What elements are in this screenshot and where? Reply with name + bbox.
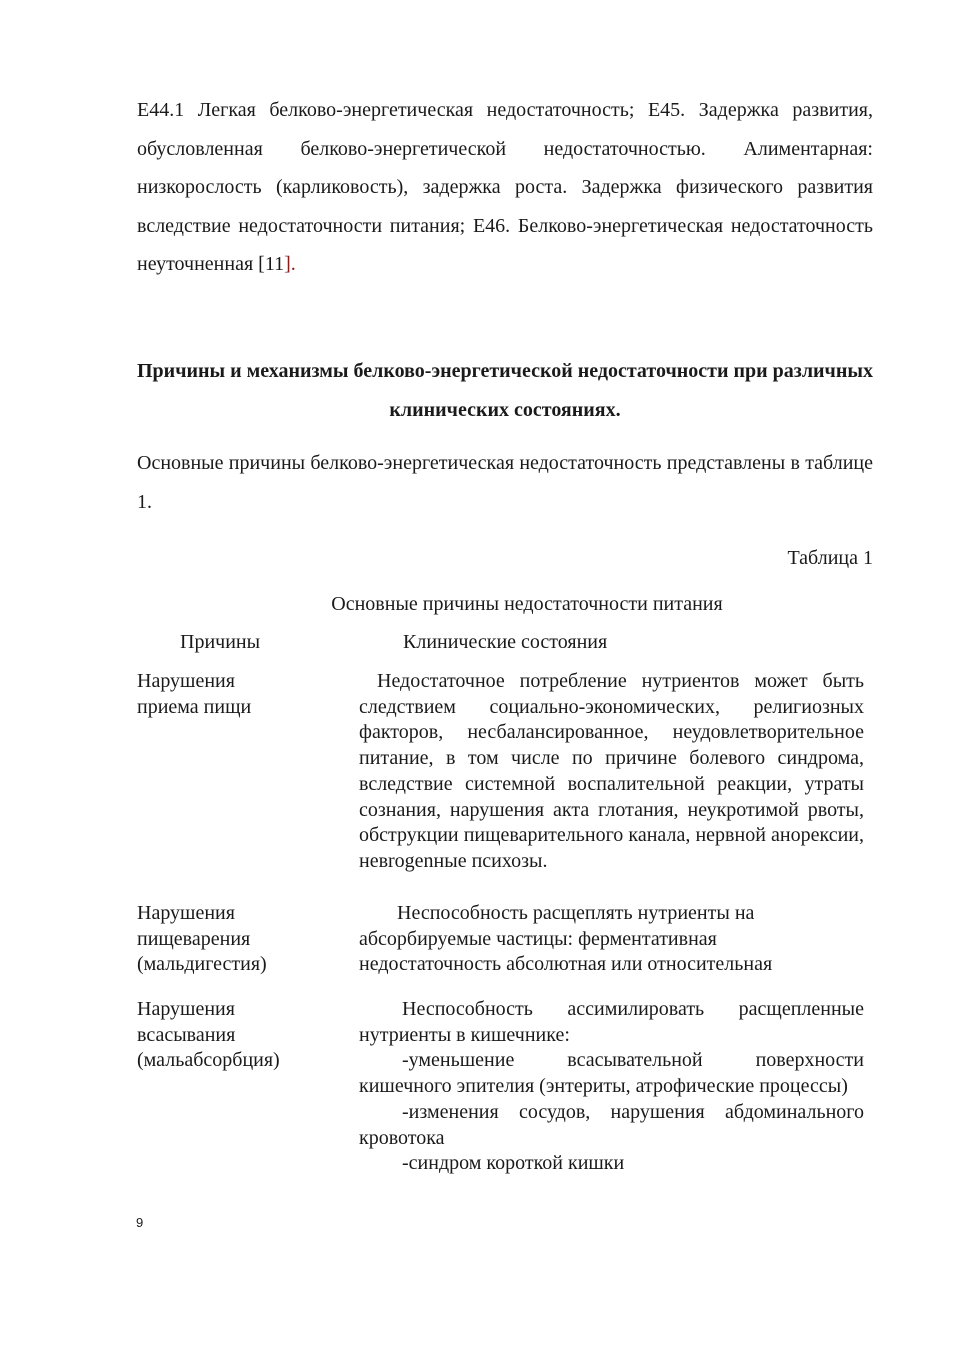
- description-line: Неспособность ассимилировать расщепленные нутриенты в кишечнике:: [359, 998, 864, 1046]
- table-title: Основные причины недостаточности питания: [331, 593, 723, 615]
- citation-ref-close: ].: [284, 253, 296, 275]
- citation-ref-open: [11: [258, 253, 285, 275]
- description-line: Неспособность расщеплять нутриенты на абсорбируемые частицы: ферментативная недостаточность абсолютная или относительная: [359, 902, 773, 976]
- table-label: Таблица 1: [787, 547, 873, 569]
- table-row-description: [359, 669, 864, 875]
- table-reference-paragraph: Основные причины белково-энергетическая недостаточность представлены в таблице 1.: [137, 452, 873, 513]
- column-header-causes: Причины: [180, 631, 261, 653]
- citation-ref: [258, 253, 296, 275]
- table-row-description: [359, 901, 829, 978]
- column-header-states: Клинические состояния: [403, 631, 608, 653]
- section-heading: Причины и механизмы белково-энергетической недостаточности при различных клинических состояниях.: [137, 360, 873, 421]
- table-row-cause: Нарушения приема пищи: [137, 670, 252, 718]
- description-line: Недостаточное потребление нутриентов может быть следствием социально-экономических, религиозных факторов, несбалансированное, неудовлетворительное питание, в том числе по причине болевого синдрома, вследствие системной воспалительной реакции, утраты сознания, нарушения акта глотания, неукротимой рвоты, обструкции пищеварительного канала, нервной анорексии, невrogenные психозы.: [359, 670, 864, 872]
- table-row-description: [359, 997, 864, 1177]
- intro-paragraph-text: E44.1 Легкая белково-энергетическая недостаточность; E45. Задержка развития, обусловленная белково-энергетической недостаточностью. Алиментарная: низкорослость (карликовость), задержка роста. Задержка физического развития вследствие недостаточности питания; E46. Белково-энергетическая недостаточность неуточненная: [137, 99, 873, 275]
- page-number: 9: [136, 1215, 144, 1230]
- table-row-cause: Нарушения всасывания (мальабсорбция): [137, 998, 280, 1072]
- description-line: -синдром короткой кишки: [402, 1152, 625, 1175]
- description-line: -изменения сосудов, нарушения абдоминального кровотока: [359, 1100, 864, 1149]
- table-row-cause: Нарушения пищеварения (мальдигестия): [137, 902, 267, 976]
- intro-paragraph: [137, 91, 873, 284]
- description-line: -уменьшение всасывательной поверхности кишечного эпителия (энтериты, атрофические процессы): [359, 1049, 864, 1098]
